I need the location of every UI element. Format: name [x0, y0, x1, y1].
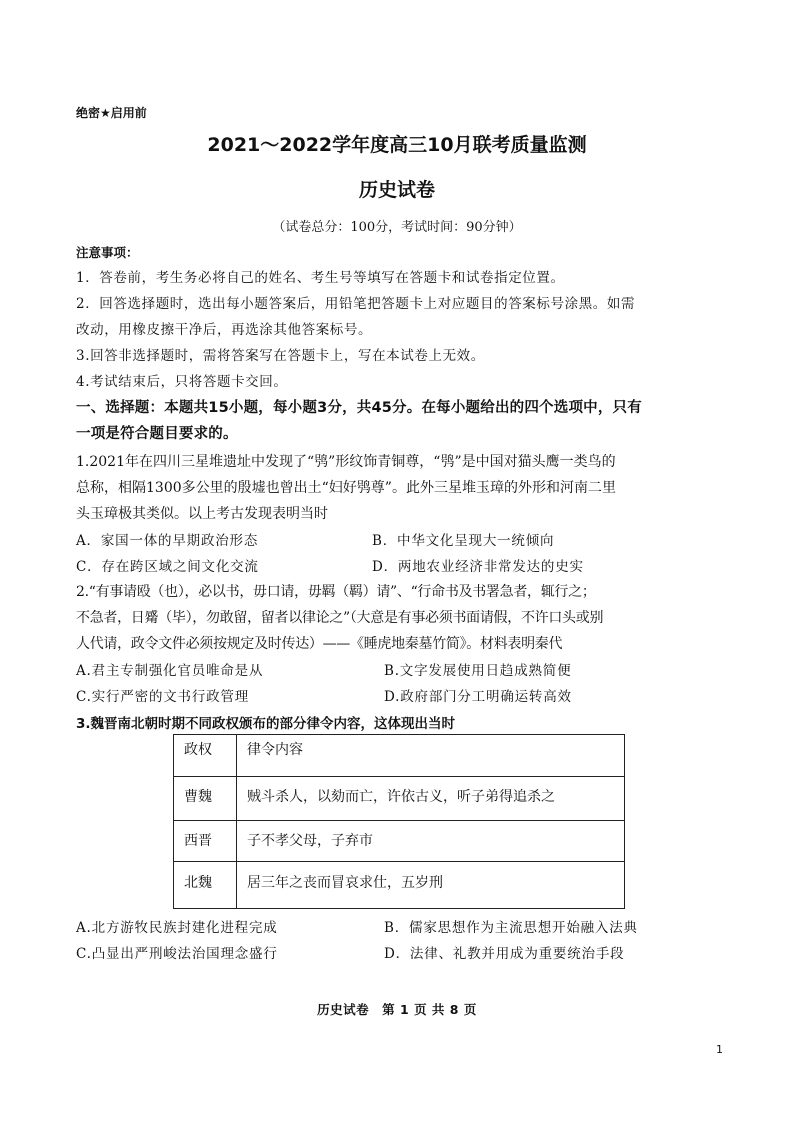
table-row [174, 821, 625, 862]
table-header-row [174, 735, 625, 777]
page-footer: 历史试卷 第 1 页 共 8 页 [317, 1002, 477, 1017]
notice-item: 4.考试结束后，只将答题卡交回。 [76, 374, 288, 390]
q2-option-c: C.实行严密的文书行政管理 [76, 689, 250, 705]
table-row [174, 862, 625, 909]
q1-stem: 头玉璋极其类似。以上考古发现表明当时 [76, 506, 328, 522]
section-heading-cont: 一项是符合题目要求的。 [76, 426, 238, 442]
q2-stem: 2.“有事请殴（也），必以书，毋口请，毋羁（羁）请”、“行命书及书署急者，辄行之； [76, 584, 596, 600]
table-cell-regime: 北魏 [174, 862, 237, 909]
q1-stem: 总称，相隔1300多公里的殷墟也曾出土“妇好鸮尊”。此外三星堆玉璋的外形和河南二里 [76, 480, 616, 496]
table-cell-law: 子不孝父母，子弃市 [237, 821, 625, 862]
table-cell-regime: 曹魏 [174, 777, 237, 821]
q3-option-b: B．儒家思想作为主流思想开始融入法典 [384, 920, 638, 936]
table-header-cell: 律令内容 [237, 735, 625, 777]
q2-option-d: D.政府部门分工明确运转高效 [384, 689, 572, 705]
page-number: 1 [716, 1043, 723, 1056]
q3-option-c: C.凸显出严刑峻法治国理念盛行 [76, 946, 278, 962]
q3-option-d: D．法律、礼教并用成为重要统治手段 [384, 946, 625, 962]
table-cell-law: 贼斗杀人，以劾而亡，许依古义，听子弟得追杀之 [237, 777, 625, 821]
notice-item: 1．答卷前，考生务必将自己的姓名、考生号等填写在答题卡和试卷指定位置。 [76, 270, 565, 286]
q1-option-d: D．两地农业经济非常发达的史实 [372, 559, 584, 575]
exam-subject: 历史试卷 [358, 179, 435, 201]
notice-heading: 注意事项： [76, 245, 139, 260]
q2-stem: 不急者，日觱（毕），勿敢留，留者以律论之”（大意是有事必须书面请假，不许口头或别 [76, 610, 604, 626]
q2-option-a: A.君主专制强化官员唯命是从 [76, 663, 264, 679]
notice-item: 3.回答非选择题时，需将答案写在答题卡上，写在本试卷上无效。 [76, 348, 485, 364]
section-heading: 一、选择题：本题共15小题，每小题3分，共45分。在每小题给出的四个选项中，只有 [76, 400, 642, 416]
table-cell-regime: 西晋 [174, 821, 237, 862]
q1-option-b: B．中华文化呈现大一统倾向 [372, 533, 555, 549]
table-cell-law: 居三年之丧而冒哀求仕，五岁刑 [237, 862, 625, 909]
q1-option-c: C．存在跨区域之间文化交流 [76, 559, 259, 575]
q1-option-a: A．家国一体的早期政治形态 [76, 533, 259, 549]
exam-title: 2021～2022学年度高三10月联考质量监测 [207, 134, 587, 156]
notice-item: 2．回答选择题时，选出每小题答案后，用铅笔把答题卡上对应题目的答案标号涂黑。如需 [76, 296, 636, 312]
q1-stem: 1.2021年在四川三星堆遗址中发现了“鸮”形纹饰青铜尊，“鸮”是中国对猫头鹰一类鸟的 [76, 454, 616, 470]
q3-stem: 3.魏晋南北朝时期不同政权颁布的部分律令内容，这体现出当时 [76, 716, 456, 732]
law-table [173, 734, 625, 909]
table-row [174, 777, 625, 821]
exam-info: （试卷总分：100分，考试时间：90分钟） [272, 220, 522, 235]
q2-stem: 人代请，政令文件必须按规定及时传达）——《睡虎地秦墓竹简》。材料表明秦代 [76, 636, 563, 652]
q2-option-b: B.文字发展使用日趋成熟简便 [384, 663, 572, 679]
q3-option-a: A.北方游牧民族封建化进程完成 [76, 920, 278, 936]
notice-item: 改动，用橡皮擦干净后，再选涂其他答案标号。 [76, 322, 373, 338]
confidential-label: 绝密★启用前 [76, 106, 147, 120]
table-header-cell: 政权 [174, 735, 237, 777]
